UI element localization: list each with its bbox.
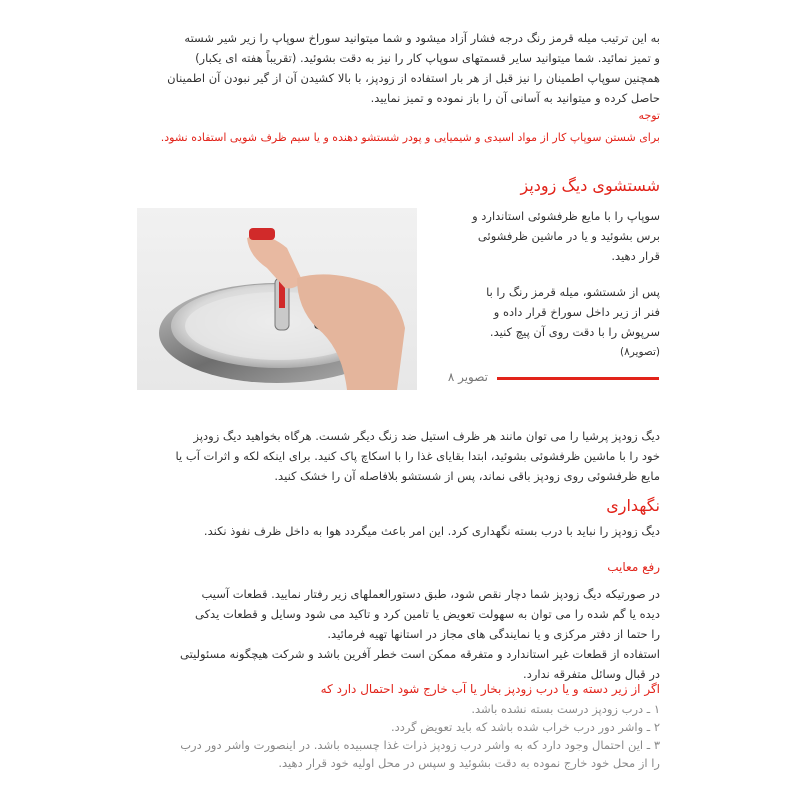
steam-item: را از محل خود خارج نموده به دقت بشوئید و سپس در محل اولیه خود قرار دهید. bbox=[278, 756, 660, 770]
cleaning-line: قرار دهید. bbox=[611, 249, 660, 263]
cleaning-text bbox=[426, 206, 660, 362]
intro-line: حاصل کرده و میتوانید به آسانی آن را باز نموده و تمیز نمایید. bbox=[370, 91, 660, 105]
caption-accent-line bbox=[497, 377, 659, 380]
lid-illustration bbox=[137, 208, 417, 390]
maintenance-heading: نگهداری bbox=[606, 496, 660, 515]
cleaning-line: برس بشوئید و یا در ماشین ظرفشوئی bbox=[477, 229, 660, 243]
troubleshoot-line: در قبال وسائل متفرقه ندارد. bbox=[523, 667, 660, 681]
intro-line: و تمیز نمائید. شما میتوانید سایر قسمتهای سوپاپ کار را نیز به دقت بشوئید. (تقریباً هفته ای یکبار) bbox=[195, 51, 660, 65]
maintenance-text: دیگ زودپز را نباید با درب بسته نگهداری کرد. این امر باعث میگردد هوا به داخل ظرف نفوذ نکند. bbox=[203, 524, 660, 538]
cleaning-section-header bbox=[420, 176, 660, 195]
pot-line: مایع ظرفشوئی روی زودپز باقی نماند، پس از شستشو بلافاصله آن را خشک کنید. bbox=[274, 469, 660, 483]
intro-line: همچنین سوپاپ اطمینان را نیز قبل از هر بار استفاده از زودپز، با بالا کشیدن آن از گیر نبودن آن اطمینان bbox=[167, 71, 660, 85]
troubleshoot-line: در صورتیکه دیگ زودپز شما دچار نقص شود، طبق دستورالعملهای زیر رفتار نمایید. قطعات آسیب bbox=[201, 587, 660, 601]
pot-line: خود را با ماشین ظرفشوئی بشوئید، ابتدا بقایای غذا را با اسکاچ پاک کنید. برای اینکه لکه و اثرات آب یا bbox=[175, 449, 660, 463]
cleaning-line: (تصویر۸) bbox=[619, 346, 660, 358]
cleaning-heading: شستشوی دیگ زودپز bbox=[520, 176, 660, 195]
steam-item: ۱ ـ درب زودپز درست بسته نشده باشد. bbox=[471, 702, 660, 716]
intro-paragraph bbox=[140, 28, 660, 108]
note-text: برای شستن سوپاپ کار از مواد اسیدی و شیمیایی و پودر شستشو دهنده و یا سیم ظرف شویی استفاده نشود. bbox=[160, 131, 660, 144]
steam-item: ۲ ـ واشر دور درب خراب شده باشد که باید تعویض گردد. bbox=[390, 720, 660, 734]
photo-caption: تصویر ۸ bbox=[447, 370, 488, 384]
note-title: توجه bbox=[638, 109, 660, 122]
steam-item: ۳ ـ این احتمال وجود دارد که به واشر درب زودپز ذرات غذا چسبیده باشد. در اینصورت واشر دور درب bbox=[180, 738, 660, 752]
troubleshoot-line: را حتما از دفتر مرکزی و یا نمایندگی های مجاز در استانها تهیه فرمائید. bbox=[327, 627, 660, 641]
note-section bbox=[140, 108, 660, 148]
steam-leak-section bbox=[140, 680, 660, 772]
cleaning-line: سرپوش را با دقت روی آن پیچ کنید. bbox=[489, 325, 660, 339]
troubleshoot-heading: رفع معایب bbox=[607, 560, 660, 574]
lid-cleaning-photo bbox=[137, 208, 417, 390]
troubleshoot-line: استفاده از قطعات غیر استاندارد و متفرقه ممکن است خطر آفرین باشد و شرکت هیچگونه مسئولیتی bbox=[180, 647, 660, 661]
maintenance-section bbox=[140, 496, 660, 541]
cleaning-line: پس از شستشو، میله قرمز رنگ را با bbox=[486, 285, 660, 299]
pot-cleaning-paragraph bbox=[140, 426, 660, 486]
intro-line: به این ترتیب میله قرمز رنگ درجه فشار آزاد میشود و شما میتوانید سوراخ سوپاپ را زیر شیر شسته bbox=[184, 31, 660, 45]
steam-heading: اگر از زیر دسته و یا درب زودپز بخار یا آب خارج شود احتمال دارد که bbox=[320, 682, 660, 696]
cleaning-line: فنر از زیر داخل سوراخ قرار داده و bbox=[493, 305, 660, 319]
troubleshoot-section bbox=[140, 558, 660, 684]
pot-line: دیگ زودپز پرشیا را می توان مانند هر ظرف استیل ضد زنگ دیگر شست. هرگاه بخواهید دیگ زودپز bbox=[193, 429, 660, 443]
cleaning-line: سوپاپ را با مایع ظرفشوئی استاندارد و bbox=[472, 209, 660, 223]
troubleshoot-line: دیده یا گم شده را می توان به سهولت تعویض یا تامین کرد و تاکید می شود وسایل و قطعات یدکی bbox=[195, 607, 660, 621]
